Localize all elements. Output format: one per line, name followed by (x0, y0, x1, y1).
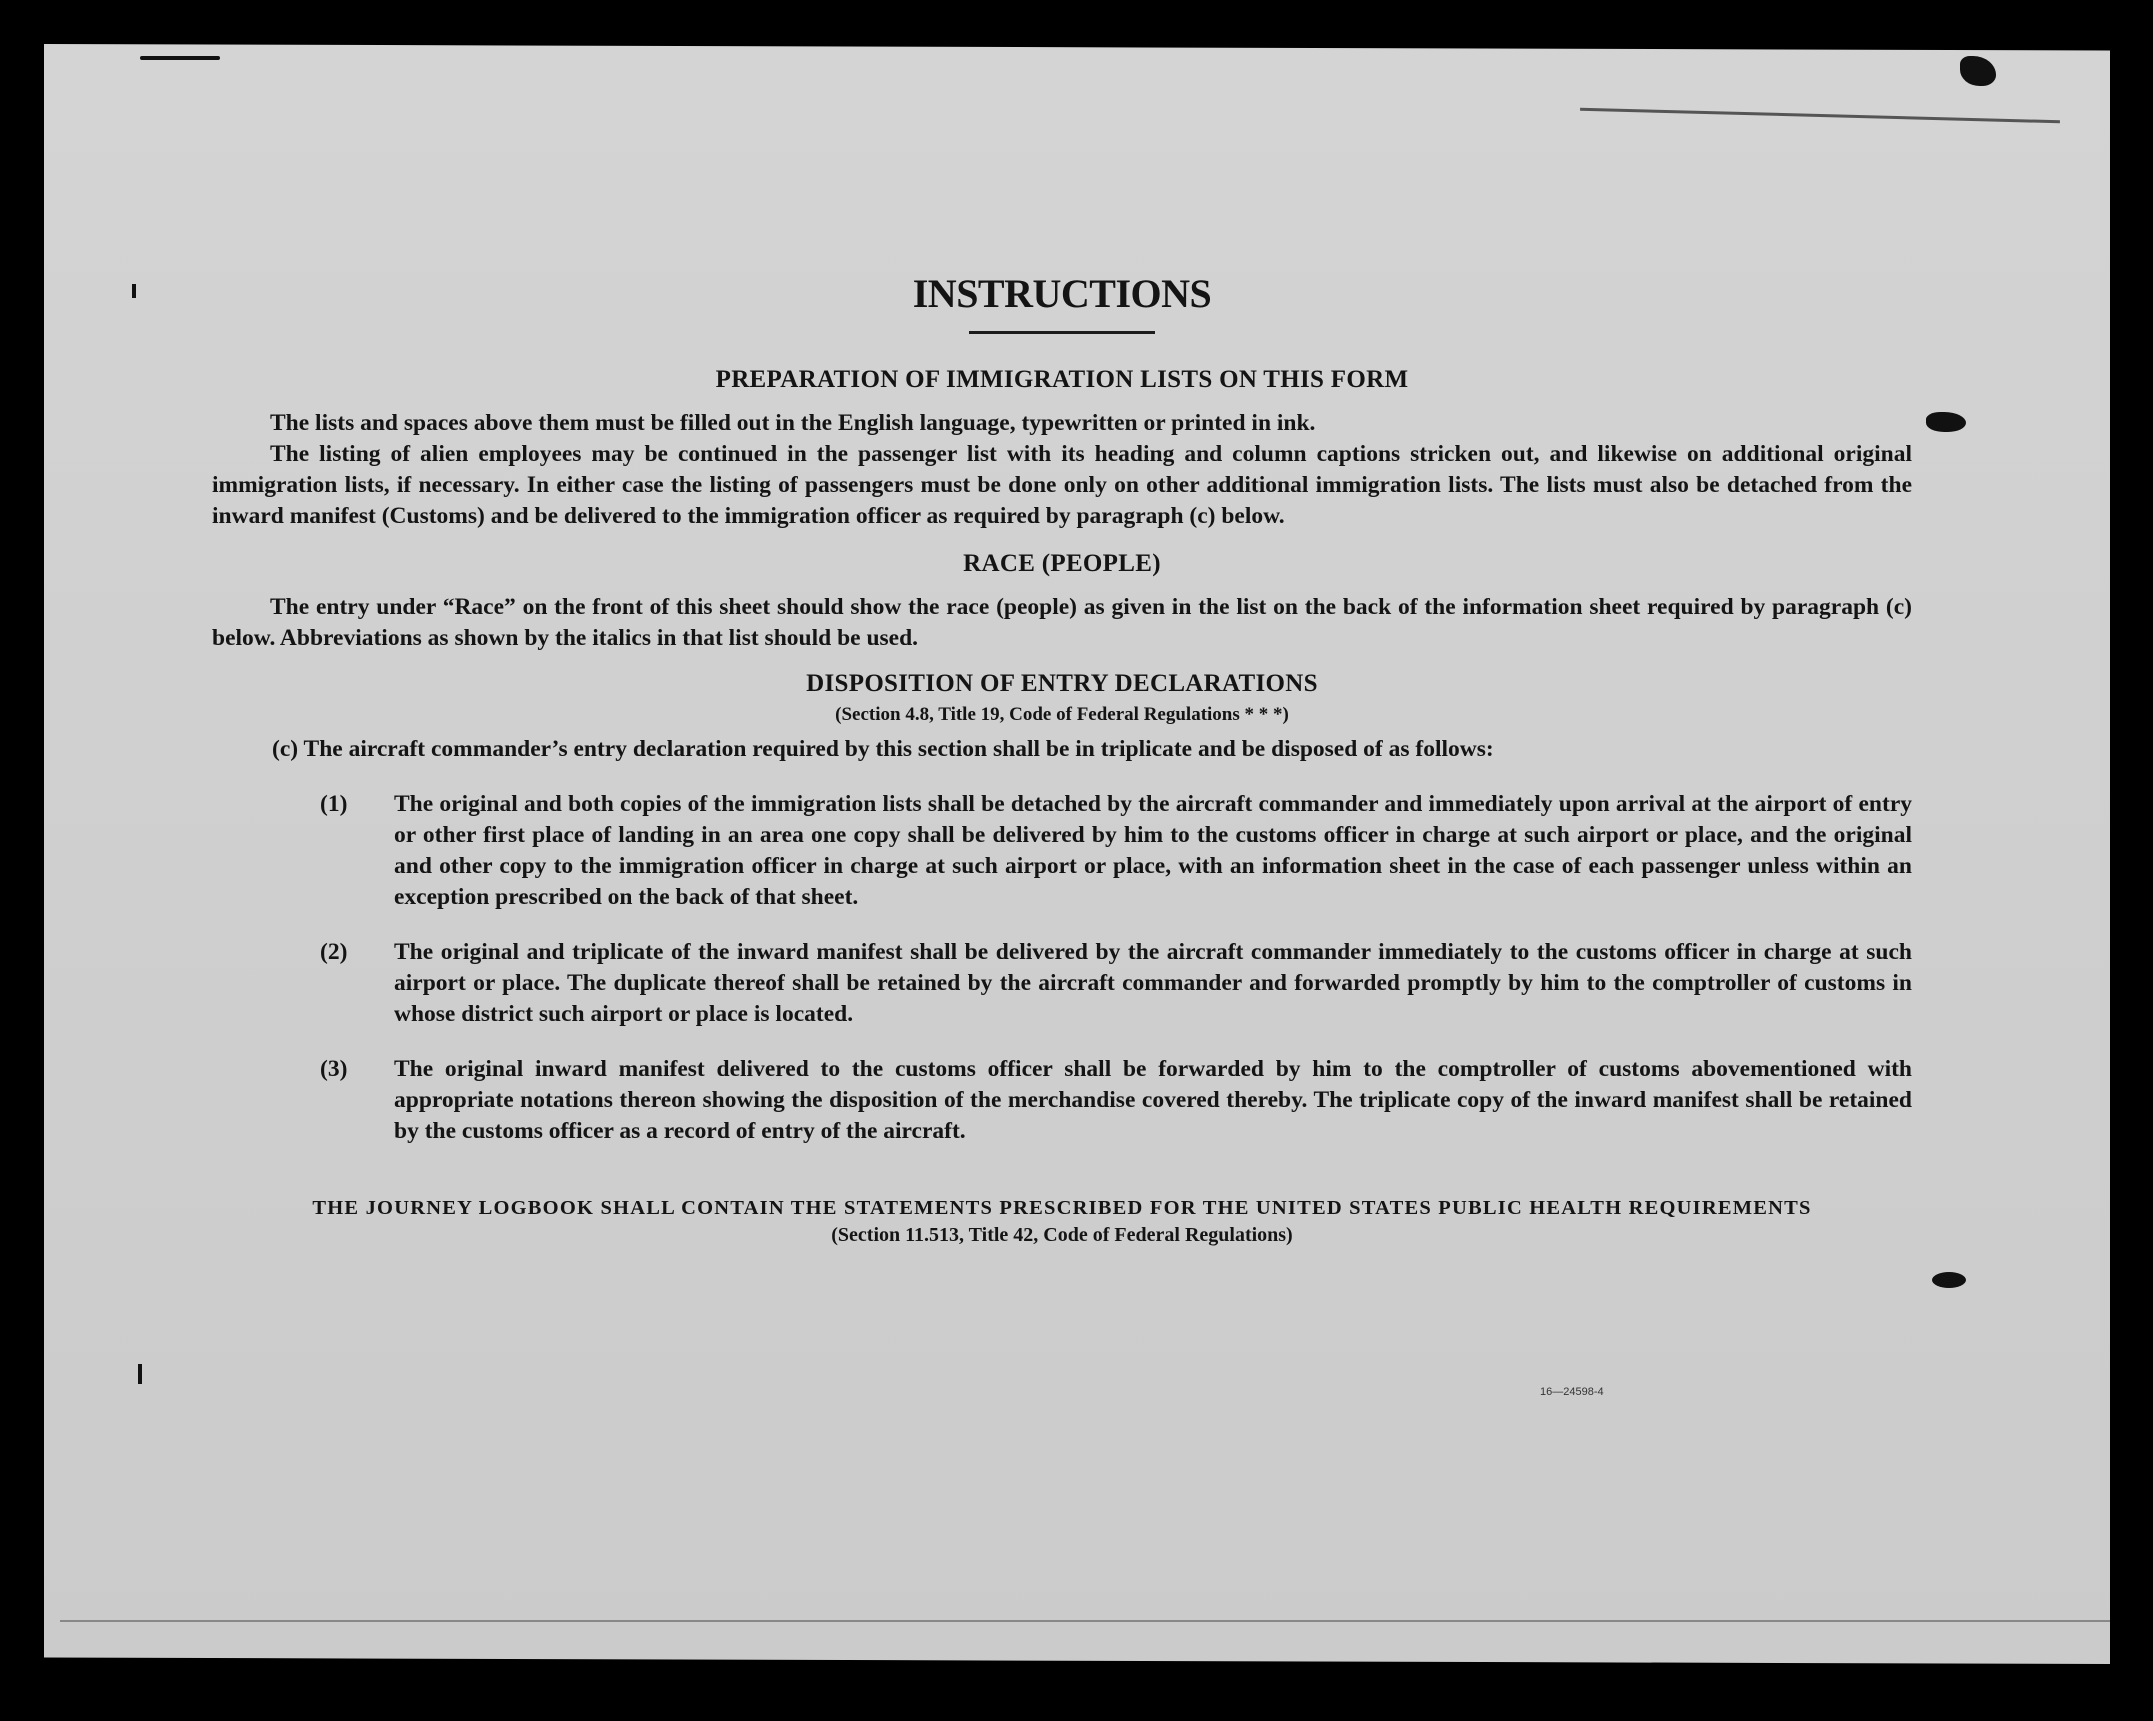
list-item-number: (1) (320, 791, 348, 817)
title-underline (969, 331, 1155, 334)
citation-disposition: (Section 4.8, Title 19, Code of Federal Regulations * * *) (835, 704, 1289, 725)
scan-mark (132, 284, 136, 298)
list-item-number: (3) (320, 1056, 348, 1082)
heading-disposition: DISPOSITION OF ENTRY DECLARATIONS (806, 670, 1318, 697)
heading-preparation: PREPARATION OF IMMIGRATION LISTS ON THIS FORM (715, 366, 1409, 393)
page-title: INSTRUCTIONS (912, 271, 1212, 316)
list-item-text: The original inward manifest delivered to the customs officer shall be forwarded by him to the comptroller of customs abovementioned with appropriate notations thereon showing the disposition of the merchandise covered thereby. The triplicate copy of the inward manifest shall be retained by the customs officer as a record of entry of the aircraft. (394, 1056, 1912, 1144)
paragraph-race: The entry under “Race” on the front of this sheet should show the race (people) as given in the list on the back of the information sheet required by paragraph (c) below. Abbreviations as shown by the italics in that list should be used. (212, 594, 1912, 651)
list-item-number: (2) (320, 939, 348, 965)
list-item (212, 937, 1912, 1030)
scan-mark (1926, 412, 1966, 432)
paragraph-c-intro: (c) The aircraft commander’s entry declaration required by this section shall be in triplicate and be disposed of as follows: (272, 736, 1494, 762)
footer-statement: THE JOURNEY LOGBOOK SHALL CONTAIN THE STATEMENTS PRESCRIBED FOR THE UNITED STATES PUBLIC HEALTH REQUIREMENTS (312, 1197, 1812, 1219)
form-code: 16—24598-4 (1540, 1386, 1604, 1398)
paragraph-preparation-1: The lists and spaces above them must be filled out in the English language, typewritten or printed in ink. (270, 410, 1316, 436)
scan-mark (138, 1364, 142, 1384)
paragraph-preparation-2: The listing of alien employees may be continued in the passenger list with its heading and column captions stricken out, and likewise on additional original immigration lists, if necessary. In either case the listing of passengers must be done only on other additional immigration lists. The lists must also be detached from the inward manifest (Customs) and be delivered to the immigration officer as required by paragraph (c) below. (212, 441, 1912, 529)
list-item (212, 1054, 1912, 1147)
scan-mark (60, 1620, 2110, 1622)
list-item-text: The original and both copies of the immigration lists shall be detached by the aircraft commander and immediately upon arrival at the airport of entry or other first place of landing in an area one copy shall be delivered by him to the customs officer in charge at such airport or place, and the original and other copy to the immigration officer in charge at such airport or place, with an information sheet in the case of each passenger unless within an exception prescribed on the back of that sheet. (394, 791, 1912, 910)
footer-citation: (Section 11.513, Title 42, Code of Federal Regulations) (831, 1224, 1293, 1246)
scan-mark (1932, 1272, 1966, 1288)
heading-race: RACE (PEOPLE) (963, 550, 1161, 577)
list-item (212, 789, 1912, 913)
scan-mark (140, 56, 220, 60)
instructions-content (212, 270, 1912, 1247)
list-item-text: The original and triplicate of the inward manifest shall be delivered by the aircraft commander immediately to the customs officer in charge at such airport or place. The duplicate thereof shall be retained by the aircraft commander and forwarded promptly by him to the comptroller of customs in whose district such airport or place is located. (394, 939, 1912, 1027)
